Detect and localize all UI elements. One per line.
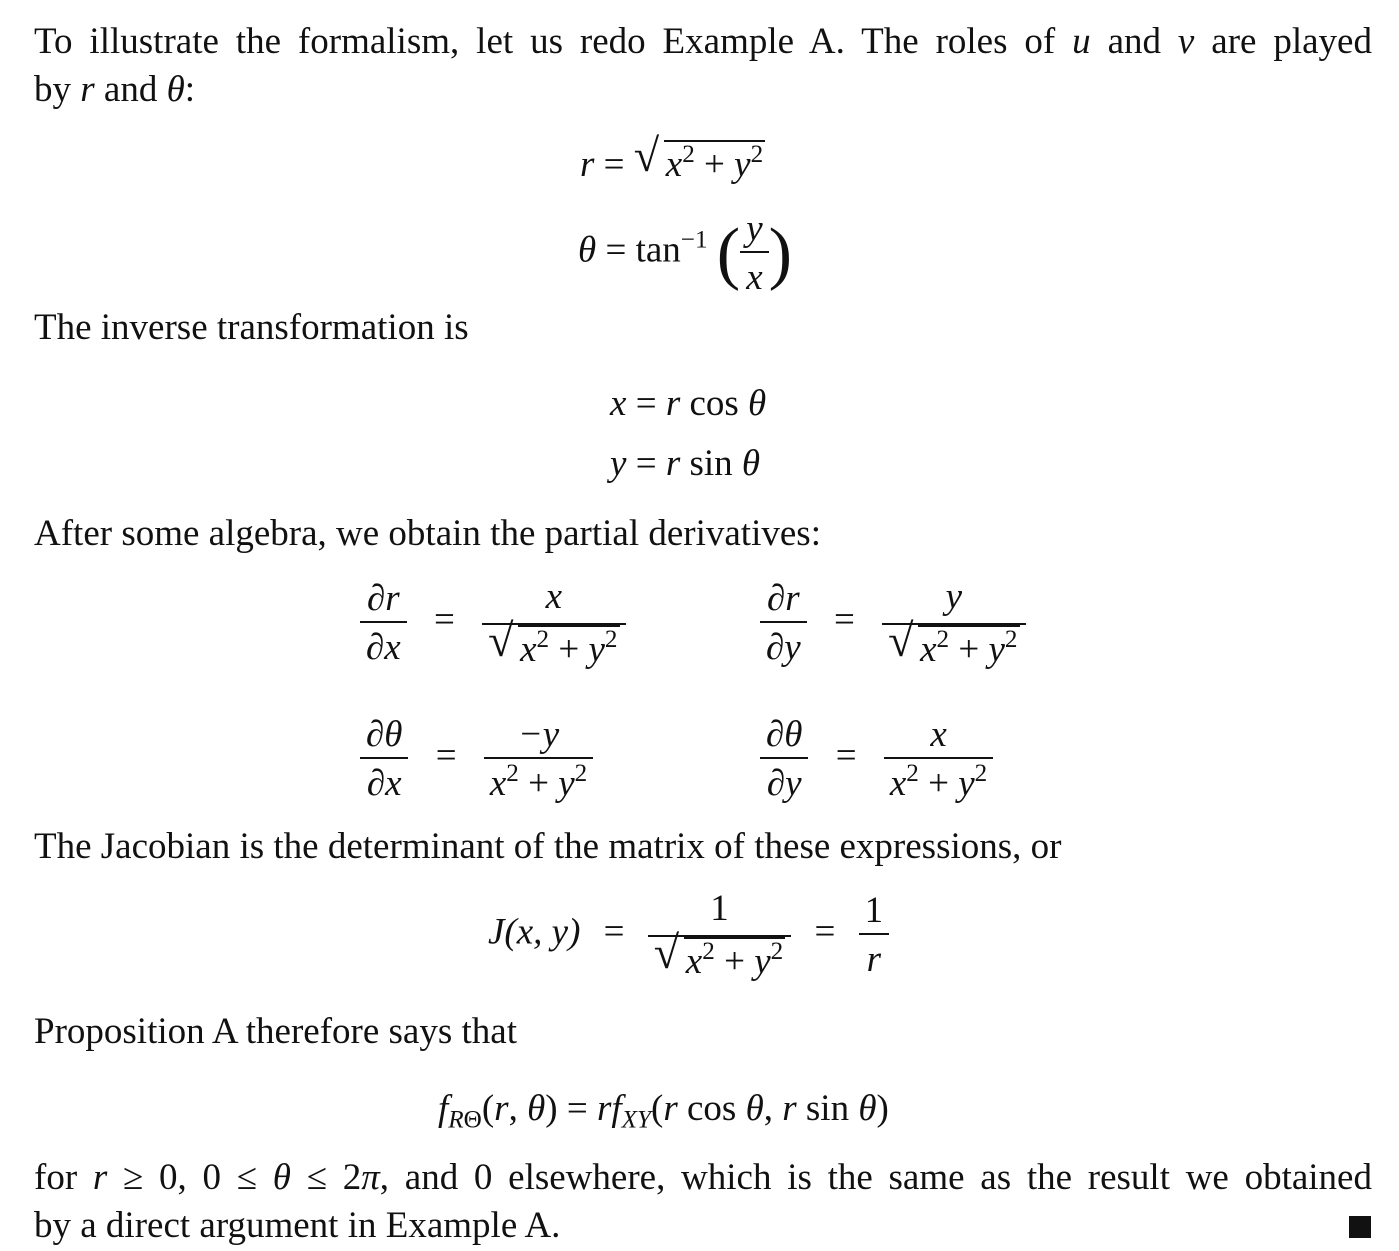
jacobian-equation: J(x, y) = 1 √ $x^2 + y^2$ = $\frac{1}{r}$	[488, 890, 889, 980]
partial-dtheta-dx: $\frac{\partial\theta}{\partial x}$ = $\frac{-y}{x^2 + y^2}$	[360, 716, 593, 802]
partials-text: After some algebra, we obtain the partial derivatives:	[34, 513, 821, 554]
right-paren: )	[768, 213, 793, 292]
intro-line-2: by r and θ:	[34, 69, 196, 110]
proposition-text: Proposition A therefore says that	[34, 1011, 517, 1052]
jacobian-lhs: J(x, y)	[488, 911, 581, 953]
conclusion-line-1: for r ≥ 0, 0 ≤ θ ≤ 2π, and 0 elsewhere, which is the same as the result we obtained	[34, 1157, 1372, 1198]
theta-lhs: θ	[578, 229, 597, 271]
partial-dtheta-dy: $\frac{\partial\theta}{\partial y}$ = $\frac{x}{x^2 + y^2}$	[760, 716, 993, 802]
theta-fraction: $\frac{y}{x}$	[740, 210, 768, 296]
equation-r: r = √ $x^2 + y^2$	[580, 131, 764, 185]
sqrt-r: √ $x^2 + y^2$	[633, 131, 764, 185]
partial-dr-dy: $\frac{\partial r}{\partial y}$ = y √ $x^2 + y^2$	[760, 578, 1026, 668]
left-paren: (	[716, 213, 741, 292]
equation-x-inverse: x = r cos θ	[610, 383, 767, 424]
intro-paragraph	[34, 18, 1372, 114]
r-lhs: r	[580, 144, 595, 185]
inverse-text: The inverse transformation is	[34, 307, 469, 348]
equation-theta: $\theta = \tan^{-1}$ ( $\frac{y}{x}$ )	[578, 208, 793, 298]
tan-func: tan	[635, 229, 681, 271]
qed-square-icon	[1349, 1216, 1371, 1238]
intro-line-1: To illustrate the formalism, let us redo Example A. The roles of u and v are played	[34, 21, 1372, 62]
conclusion-paragraph	[34, 1154, 1372, 1250]
jacobian-text: The Jacobian is the determinant of the matrix of these expressions, or	[34, 826, 1062, 867]
conclusion-line-2: by a direct argument in Example A.	[34, 1205, 561, 1246]
tan-exponent: −1	[680, 226, 708, 254]
partial-dr-dx: $\frac{\partial r}{\partial x}$ = x √ $x^2 + y^2$	[360, 578, 626, 668]
density-equation: $f_{R\Theta}(r$, $\theta) = rf_{XY}(r$ cos θ, r sin θ)	[438, 1088, 889, 1134]
equation-y-inverse: y = r sin θ	[610, 443, 761, 484]
